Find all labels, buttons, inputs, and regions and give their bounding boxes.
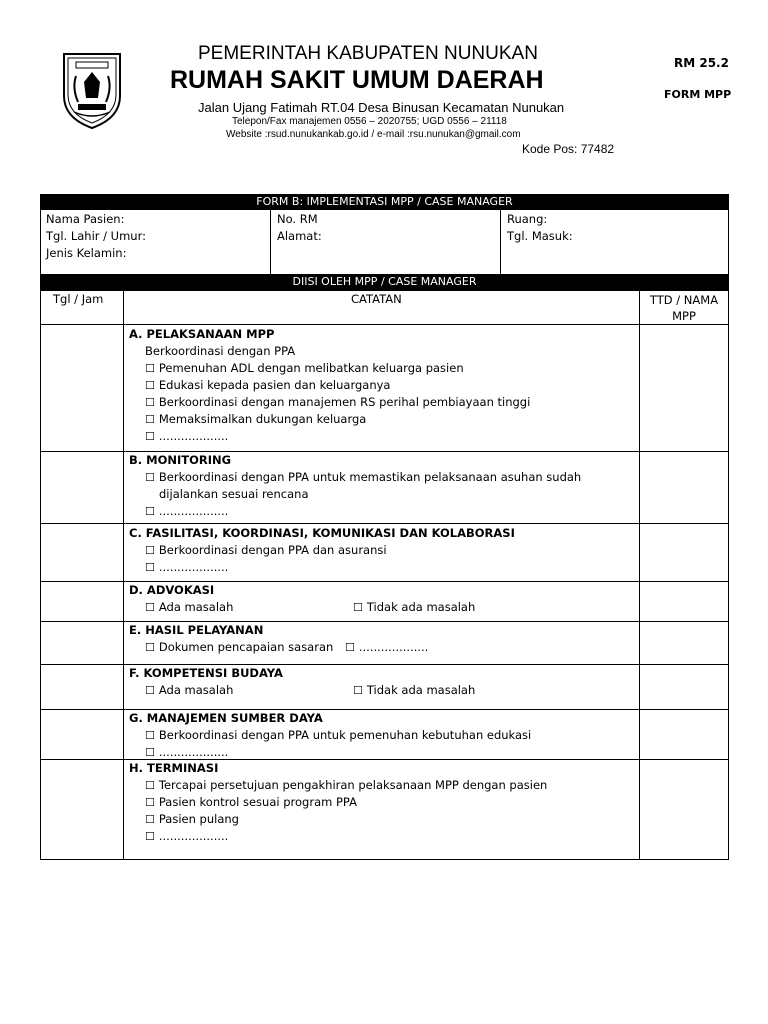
hospital-telephone: Telepon/Fax manajemen 0556 – 2020755; UGD 0556 – 21118: [232, 116, 507, 127]
option-tidak-ada-masalah[interactable]: ☐ Tidak ada masalah: [353, 599, 475, 616]
notes-table: [40, 290, 729, 860]
checkbox-item[interactable]: ☐ ...................: [129, 744, 531, 761]
checkbox-item[interactable]: ☐ ...................: [129, 428, 530, 445]
section-title: H. TERMINASI: [129, 761, 219, 775]
col-header-sign: TTD / NAMA MPP: [649, 293, 719, 323]
checkbox-item[interactable]: ☐ ...................: [129, 559, 515, 576]
checkbox-item[interactable]: ☐ Pemenuhan ADL dengan melibatkan keluarga pasien: [129, 360, 530, 377]
form-title: FORM B: IMPLEMENTASI MPP / CASE MANAGER: [40, 194, 729, 210]
checkbox-item[interactable]: ☐ Tercapai persetujuan pengakhiran pelaksanaan MPP dengan pasien: [129, 777, 547, 794]
checkbox-item[interactable]: ☐ Berkoordinasi dengan manajemen RS perihal pembiayaan tinggi: [129, 394, 530, 411]
checkbox-item[interactable]: ☐ Pasien kontrol sesuai program PPA: [129, 794, 547, 811]
option-tidak-ada-masalah[interactable]: ☐ Tidak ada masalah: [353, 682, 475, 699]
section-intro: Berkoordinasi dengan PPA: [145, 344, 296, 358]
section-title: D. ADVOKASI: [129, 583, 215, 597]
checkbox-item[interactable]: ☐ Pasien pulang: [129, 811, 547, 828]
checkbox-item[interactable]: ☐ Berkoordinasi dengan PPA untuk pemenuhan kebutuhan edukasi: [129, 727, 531, 744]
section-title: G. MANAJEMEN SUMBER DAYA: [129, 711, 323, 725]
option-other[interactable]: ☐ ...................: [345, 639, 428, 656]
government-name: PEMERINTAH KABUPATEN NUNUKAN: [198, 43, 538, 64]
checkbox-item[interactable]: ☐ Memaksimalkan dukungan keluarga: [129, 411, 530, 428]
option-ada-masalah[interactable]: ☐ Ada masalah: [145, 599, 233, 616]
postal-code: Kode Pos: 77482: [522, 142, 615, 156]
checkbox-item[interactable]: ☐ ...................: [129, 503, 581, 520]
checkbox-item-continued: dijalankan sesuai rencana: [159, 487, 309, 501]
section-b: [129, 452, 581, 520]
checkbox-item[interactable]: ☐ Edukasi kepada pasien dan keluarganya: [129, 377, 530, 394]
section-title: B. MONITORING: [129, 453, 232, 467]
section-a: [129, 326, 530, 445]
section-title: E. HASIL PELAYANAN: [129, 623, 264, 637]
checkbox-item[interactable]: ☐ ...................: [129, 828, 547, 845]
hospital-logo: [60, 48, 124, 130]
col-header-notes: CATATAN: [351, 292, 402, 306]
field-ruang[interactable]: Ruang:: [507, 212, 548, 226]
field-nama-pasien[interactable]: Nama Pasien:: [46, 212, 125, 226]
section-e: [129, 622, 629, 654]
hospital-website: Website :rsud.nunukankab.go.id / e-mail :rsu.nunukan@gmail.com: [226, 129, 521, 140]
patient-info: [40, 210, 729, 276]
form-subtitle: DIISI OLEH MPP / CASE MANAGER: [40, 274, 729, 290]
section-d: [129, 582, 629, 614]
field-alamat[interactable]: Alamat:: [277, 229, 322, 243]
field-no-rm[interactable]: No. RM: [277, 212, 318, 226]
section-h: [129, 760, 547, 845]
section-c: [129, 525, 515, 576]
section-g: [129, 710, 531, 761]
option-dokumen[interactable]: ☐ Dokumen pencapaian sasaran: [145, 639, 333, 656]
hospital-name: RUMAH SAKIT UMUM DAERAH: [170, 66, 544, 94]
section-title: A. PELAKSANAAN MPP: [129, 327, 275, 341]
field-tgl-masuk[interactable]: Tgl. Masuk:: [507, 229, 573, 243]
mpp-form: [40, 194, 729, 843]
option-ada-masalah[interactable]: ☐ Ada masalah: [145, 682, 233, 699]
record-code: RM 25.2: [674, 56, 729, 70]
section-f: [129, 665, 629, 697]
checkbox-item[interactable]: ☐ Berkoordinasi dengan PPA dan asuransi: [129, 542, 515, 559]
section-title: F. KOMPETENSI BUDAYA: [129, 666, 283, 680]
hospital-address: Jalan Ujang Fatimah RT.04 Desa Binusan Kecamatan Nunukan: [198, 100, 565, 115]
col-header-date: Tgl / Jam: [53, 292, 104, 306]
checkbox-item[interactable]: ☐ Berkoordinasi dengan PPA untuk memastikan pelaksanaan asuhan sudah: [129, 469, 581, 486]
field-jenis-kelamin[interactable]: Jenis Kelamin:: [46, 246, 127, 260]
field-tgl-lahir[interactable]: Tgl. Lahir / Umur:: [46, 229, 146, 243]
form-code: FORM MPP: [664, 88, 732, 101]
section-title: C. FASILITASI, KOORDINASI, KOMUNIKASI DAN KOLABORASI: [129, 526, 515, 540]
